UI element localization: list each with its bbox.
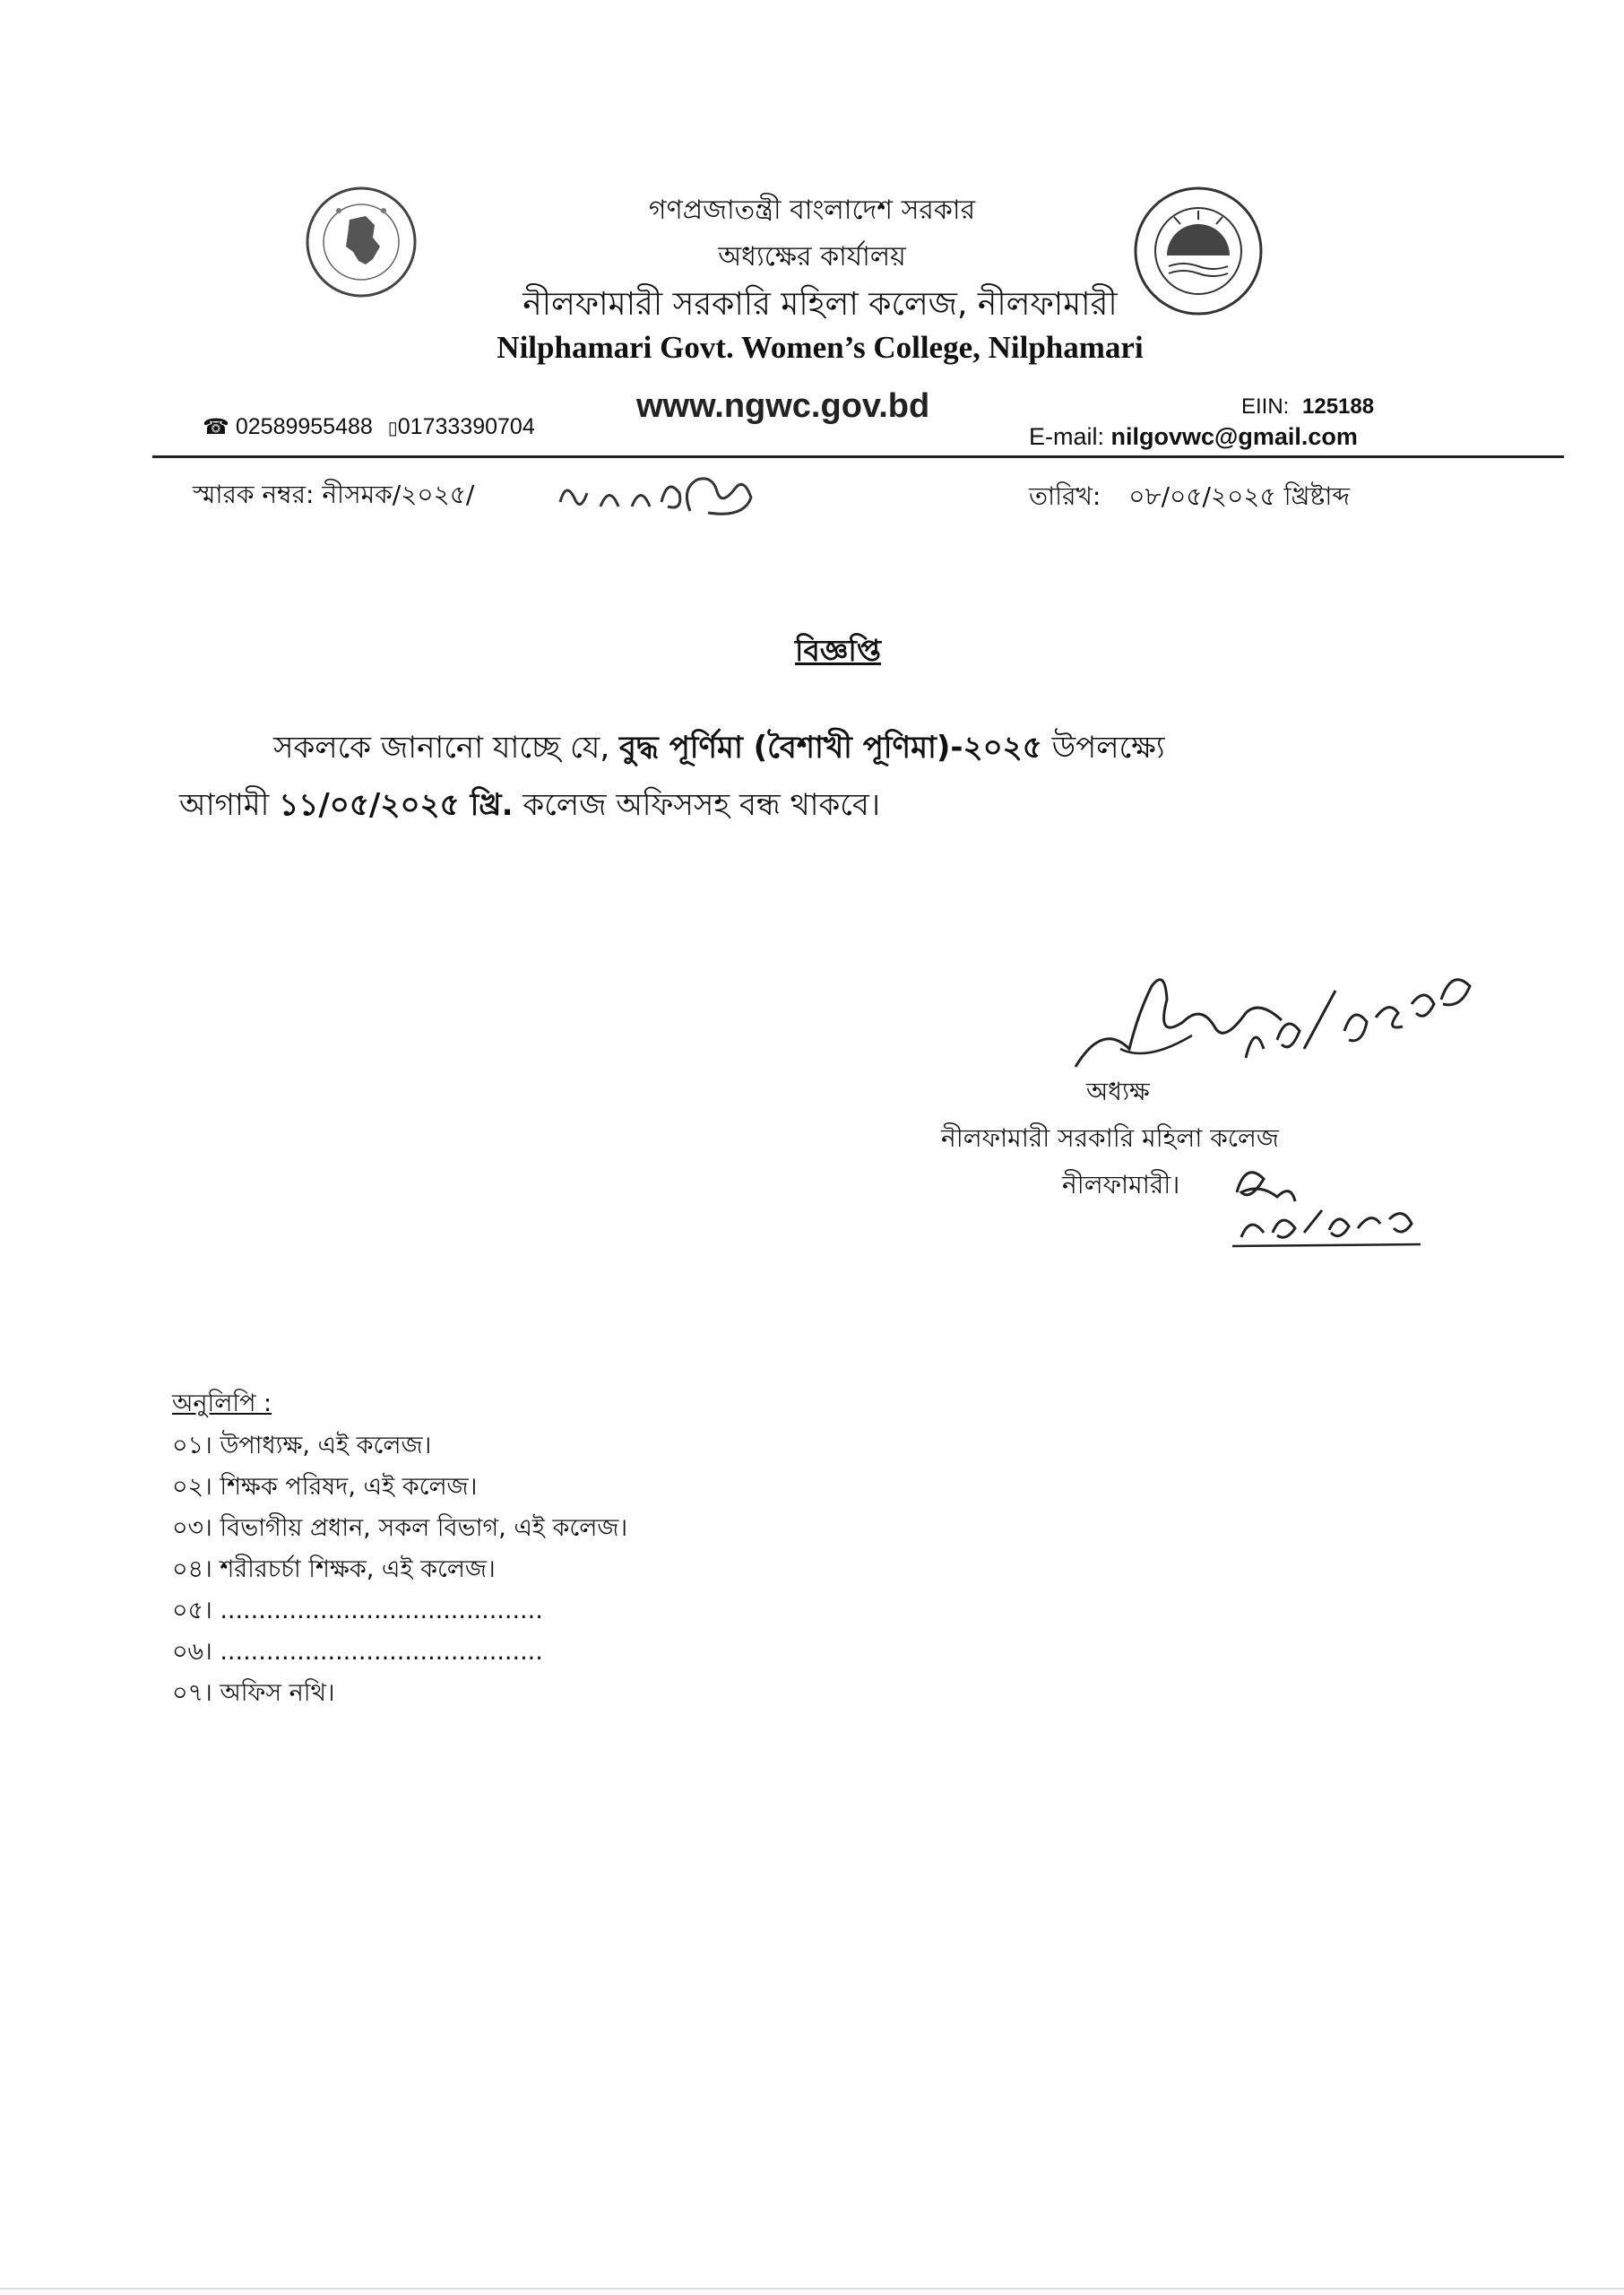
initials-icon — [1223, 1156, 1447, 1255]
mobile-number: 01733390704 — [397, 414, 535, 439]
signatory-district: নীলফামারী। — [1062, 1170, 1180, 1199]
phone-icon: ☎ — [203, 415, 229, 439]
email-address[interactable]: nilgovwc@gmail.com — [1110, 423, 1358, 450]
eiin-block — [1241, 394, 1374, 420]
website-link[interactable]: www.ngwc.gov.bd — [636, 387, 930, 425]
date-label: তারিখ: — [1029, 481, 1101, 511]
notice-title: বিজ্ঞপ্তি — [795, 633, 881, 668]
notice-body-line-1 — [273, 724, 1165, 775]
notice-text: কলেজ অফিসসহ বন্ধ থাকবে। — [513, 787, 881, 823]
email-label: E-mail: — [1029, 423, 1105, 450]
phone-number: 02589955488 — [235, 414, 373, 439]
contact-phones — [203, 414, 535, 440]
government-name: গণপ্রজাতন্ত্রী বাংলাদেশ সরকার — [648, 195, 976, 226]
memo-label: স্মারক নম্বর: — [193, 480, 315, 509]
notice-event-name: বুদ্ধ পূর্ণিমা (বৈশাখী পূণিমা)-২০২৫ — [619, 730, 1042, 766]
memo-value: নীসমক/২০২৫/ — [322, 480, 475, 509]
signature-icon — [1067, 914, 1497, 1094]
college-name-bn: নীলফামারী সরকারি মহিলা কলেজ, নীলফামারী — [523, 286, 1118, 323]
memo-reference — [193, 475, 474, 517]
copy-item: ০২। শিক্ষক পরিষদ, এই কলেজ। — [172, 1473, 478, 1501]
signatory-college: নীলফামারী সরকারি মহিলা কলেজ — [941, 1123, 1279, 1153]
notice-body-line-2 — [179, 782, 880, 833]
office-name: অধ্যক্ষের কার্যালয় — [718, 241, 906, 273]
notice-text: উপলক্ষ্যে — [1041, 730, 1165, 766]
handwritten-initials — [1223, 1156, 1447, 1255]
date-reference — [1029, 477, 1350, 519]
scan-edge-line — [0, 2288, 1624, 2290]
notice-text: সকলকে জানানো যাচ্ছে যে, — [273, 730, 619, 766]
header-divider — [152, 455, 1564, 458]
date-value: ০৮/০৫/২০২৫ খ্রিষ্টাব্দ — [1128, 481, 1350, 511]
copy-item: ০৬। .......................................... — [172, 1638, 543, 1666]
copy-item: ০৪। শরীরচর্চা শিক্ষক, এই কলেজ। — [172, 1555, 496, 1583]
college-name-en: Nilphamari Govt. Women’s College, Nilphamari — [497, 330, 1144, 365]
handwritten-memo-number — [556, 466, 757, 520]
copies-heading: অনুলিপি : — [172, 1390, 272, 1417]
eiin-value: 125188 — [1302, 394, 1375, 419]
copy-item: ০১। উপাধ্যক্ষ, এই কলেজ। — [172, 1432, 432, 1459]
eiin-label: EIIN: — [1241, 394, 1290, 419]
email-block — [1029, 423, 1358, 451]
copy-item: ০৭। অফিস নথি। — [172, 1679, 335, 1707]
copy-item: ০৫। .......................................... — [172, 1597, 543, 1624]
signatory-title: অধ্যক্ষ — [1086, 1077, 1150, 1106]
handwritten-signature — [1067, 914, 1497, 1094]
notice-closing-date: ১১/০৫/২০২৫ খ্রি. — [279, 787, 514, 823]
mobile-icon: ▯ — [387, 419, 398, 438]
notice-text: আগামী — [179, 787, 280, 823]
copy-item: ০৩। বিভাগীয় প্রধান, সকল বিভাগ, এই কলেজ। — [172, 1514, 628, 1542]
handwritten-memo-number-icon — [556, 466, 757, 520]
